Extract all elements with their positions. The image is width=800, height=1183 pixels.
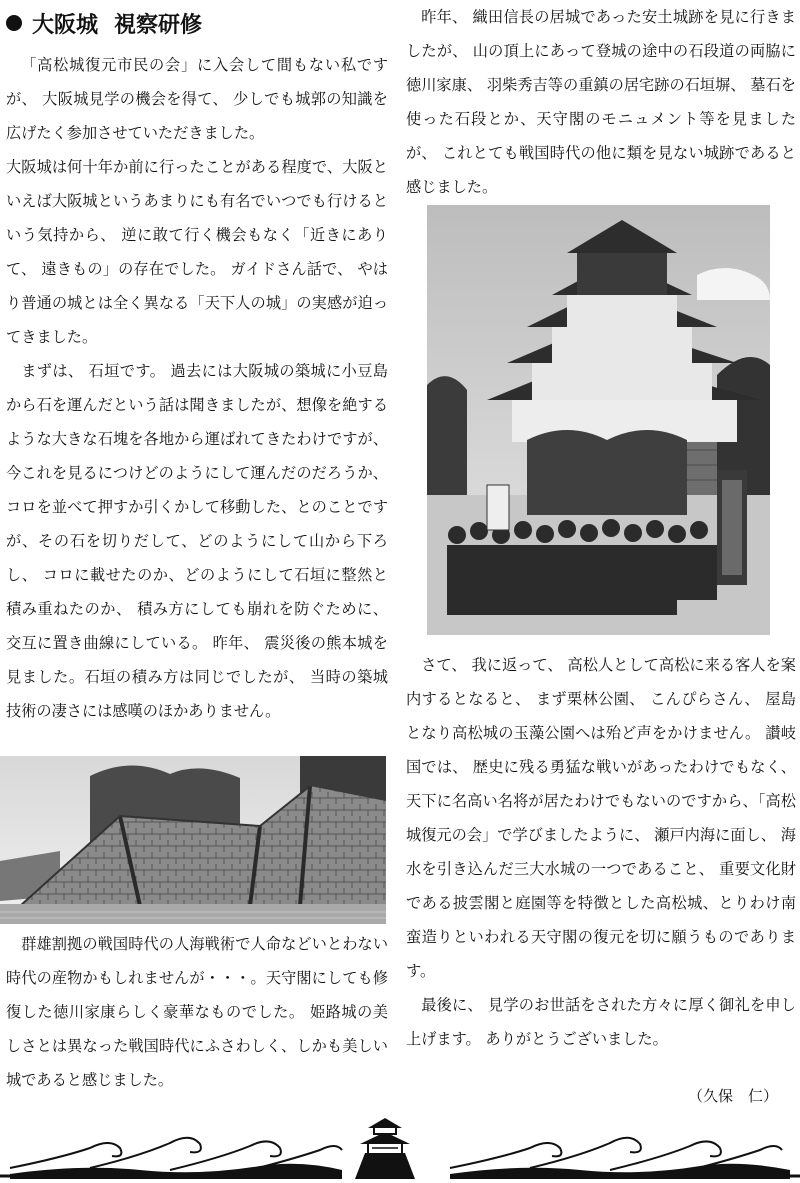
osaka-castle-group-photo (427, 205, 770, 635)
stone-wall-photo (0, 756, 386, 924)
paragraph: さて、 我に返って、 高松人として高松に来る客人を案内するとなると、 まず栗林公園、 こんぴらさん、 屋島となり高松城の玉藻公園へは殆ど声をかけません。 讃岐国では、 歴史に残る勇猛な戦いがあったわけでもなく、 天下に名高い名将が居たわけでもないのですから、「高松城復元の会」で学びましたように、 瀬戸内海に面し、 海水を引き込んだ三大水城の一つであること、 重要文化財である披雲閣と庭園等を特徴とした高松城、とりわけ南蛮造りといわれる天守閣の復元を切に願うものであります。 (406, 656, 796, 980)
article-title (6, 6, 388, 40)
paragraph: 昨年、 織田信長の居城であった安土城跡を見に行きましたが、 山の頂上にあって登城の途中の石段道の両脇に徳川家康、 羽柴秀吉等の重鎮の居宅跡の石垣塀、 墓石を使った石段とか、天守閣のモニュメント等を見ましたが、 これとても戦国時代の他に類を見ない城跡であると感じました。 (406, 8, 796, 196)
right-column (406, 0, 796, 204)
paragraph: 最後に、 見学のお世話をされた方々に厚く御礼を申し上げます。 ありがとうございました。 (406, 996, 796, 1048)
wave-castle-footer (0, 1118, 800, 1179)
title-part-1: 大阪城 (32, 12, 99, 38)
right-column-lower (406, 648, 796, 1056)
paragraph: 「高松城復元市民の会」に入会して間もない私ですが、 大阪城見学の機会を得て、 少しでも城郭の知識を広げたく参加させていただきました。 (6, 56, 388, 142)
title-part-2: 視察研修 (114, 12, 203, 38)
paragraph: 大阪城は何十年か前に行ったことがある程度で、大阪といえば大阪城というあまりにも有名でいつでも行けるという気持から、 逆に敢て行く機会もなく「近きにありて、 遠きもの」の存在でした。 ガイドさん話で、 やはり普通の城とは全く異なる「天下人の城」の実感が迫ってきました。 (6, 158, 388, 346)
paragraph: まずは、 石垣です。 過去には大阪城の築城に小豆島から石を運んだという話は聞きましたが、想像を絶するような大きな石塊を各地から運ばれてきたわけですが、 今これを見るにつけどのようにして運んだのだろうか、 コロを並べて押すか引くかして移動した、とのことですが、その石を切りだして、どのようにして山から下ろし、 コロに載せたのか、どのようにして石垣に整然と積み重ねたのか、 積み方にしても崩れを防ぐために、 交互に置き曲線にしている。 昨年、 震災後の熊本城を見ました。石垣の積み方は同じでしたが、 当時の築城技術の凄さには感嘆のほかありません。 (6, 362, 388, 720)
paragraph: 群雄割拠の戦国時代の人海戦術で人命などいとわない時代の産物かもしれませんが・・・。天守閣にしても修復した徳川家康らしく豪華なものでした。 姫路城の美しさとは異なった戦国時代にふさわしく、しかも美しい城であると感じました。 (6, 935, 388, 1089)
author-signature: （久保 仁） (687, 1087, 778, 1105)
castle-icon (355, 1118, 415, 1179)
bullet-icon (6, 15, 22, 31)
left-column (6, 0, 388, 728)
